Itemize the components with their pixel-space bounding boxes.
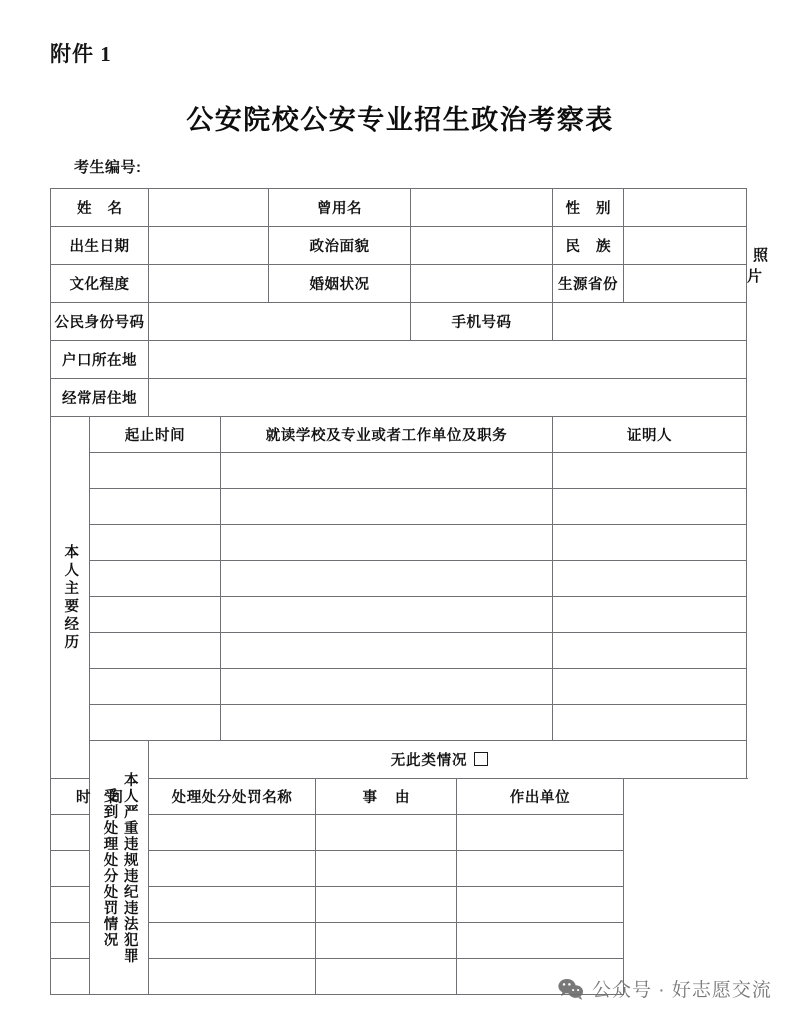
penalty-side-label-outer: 本人严重违规违纪违法犯罪 <box>121 771 138 964</box>
experience-cell-time[interactable] <box>90 489 221 525</box>
table-row-hukou <box>51 341 747 379</box>
label-education: 文化程度 <box>51 265 149 303</box>
experience-row <box>51 489 747 525</box>
penalty-cell-time[interactable] <box>51 959 149 995</box>
penalty-cell-name[interactable] <box>149 959 316 995</box>
field-residence[interactable] <box>149 379 747 417</box>
experience-side-label <box>51 417 90 779</box>
penalty-row <box>51 851 747 887</box>
penalty-cell-issuer[interactable] <box>457 887 624 923</box>
experience-cell-witness[interactable] <box>553 525 747 561</box>
experience-cell-school-work[interactable] <box>221 453 553 489</box>
label-ethnicity: 民 族 <box>553 227 624 265</box>
penalty-col-issuer: 作出单位 <box>457 779 624 815</box>
experience-cell-time[interactable] <box>90 597 221 633</box>
penalty-row <box>51 887 747 923</box>
experience-col-witness: 证明人 <box>553 417 747 453</box>
label-origin-province: 生源省份 <box>553 265 624 303</box>
penalty-cell-name[interactable] <box>149 887 316 923</box>
table-row-name: 姓 名 曾用名 性 别 照 片 <box>51 189 747 227</box>
experience-cell-time[interactable] <box>90 453 221 489</box>
experience-col-school-work: 就读学校及专业或者工作单位及职务 <box>221 417 553 453</box>
experience-cell-witness[interactable] <box>553 669 747 705</box>
penalty-cell-issuer[interactable] <box>457 959 624 995</box>
experience-row <box>51 669 747 705</box>
table-row-id-phone <box>51 303 747 341</box>
penalty-cell-reason[interactable] <box>316 959 457 995</box>
penalty-cell-reason[interactable] <box>316 887 457 923</box>
label-gender: 性 别 <box>553 189 624 227</box>
table-row-education <box>51 265 747 303</box>
field-birth-date[interactable] <box>149 227 269 265</box>
experience-header-row <box>51 417 747 453</box>
label-former-name: 曾用名 <box>269 189 411 227</box>
penalty-cell-name[interactable] <box>149 923 316 959</box>
experience-cell-school-work[interactable] <box>221 705 553 741</box>
label-residence: 经常居住地 <box>51 379 149 417</box>
experience-cell-witness[interactable] <box>553 705 747 741</box>
experience-side-label-text: 本人主要经历 <box>62 543 79 652</box>
label-hukou-location: 户口所在地 <box>51 341 149 379</box>
experience-cell-school-work[interactable] <box>221 669 553 705</box>
experience-cell-witness[interactable] <box>553 453 747 489</box>
penalty-cell-reason[interactable] <box>316 923 457 959</box>
penalty-cell-reason[interactable] <box>316 815 457 851</box>
experience-cell-witness[interactable] <box>553 561 747 597</box>
field-former-name[interactable] <box>411 189 553 227</box>
experience-row <box>51 633 747 669</box>
table-row-birthdate <box>51 227 747 265</box>
experience-cell-time[interactable] <box>90 633 221 669</box>
field-id-number[interactable] <box>149 303 411 341</box>
field-ethnicity[interactable] <box>624 227 747 265</box>
penalty-cell-name[interactable] <box>149 815 316 851</box>
experience-row <box>51 453 747 489</box>
label-birth-date: 出生日期 <box>51 227 149 265</box>
penalty-notice-row <box>51 741 747 779</box>
field-gender[interactable] <box>624 189 747 227</box>
penalty-cell-name[interactable] <box>149 851 316 887</box>
penalty-header-row <box>51 779 747 815</box>
experience-cell-witness[interactable] <box>553 597 747 633</box>
penalty-no-record-label: 无此类情况 <box>390 753 468 769</box>
experience-cell-time[interactable] <box>90 525 221 561</box>
experience-cell-time[interactable] <box>90 705 221 741</box>
attachment-label: 附件 1 <box>50 42 112 66</box>
watermark-text: 公众号 · 好志愿交流 <box>592 980 772 1001</box>
field-origin-province[interactable] <box>624 265 747 303</box>
field-phone-number[interactable] <box>553 303 747 341</box>
penalty-no-record-row[interactable] <box>149 741 747 779</box>
experience-cell-witness[interactable] <box>553 489 747 525</box>
field-name[interactable] <box>149 189 269 227</box>
experience-cell-time[interactable] <box>90 561 221 597</box>
penalty-row <box>51 923 747 959</box>
page-title: 公安院校公安专业招生政治考察表 <box>186 105 614 135</box>
penalty-cell-issuer[interactable] <box>457 851 624 887</box>
experience-cell-school-work[interactable] <box>221 597 553 633</box>
experience-cell-school-work[interactable] <box>221 633 553 669</box>
experience-col-time: 起止时间 <box>90 417 221 453</box>
experience-cell-witness[interactable] <box>553 633 747 669</box>
experience-row <box>51 525 747 561</box>
experience-row <box>51 597 747 633</box>
penalty-no-record-checkbox[interactable] <box>474 752 488 766</box>
penalty-cell-issuer[interactable] <box>457 815 624 851</box>
penalty-col-name: 处理处分处罚名称 <box>149 779 316 815</box>
experience-row <box>51 705 747 741</box>
penalty-cell-issuer[interactable] <box>457 923 624 959</box>
experience-row <box>51 561 747 597</box>
label-name: 姓 名 <box>51 189 149 227</box>
experience-cell-time[interactable] <box>90 669 221 705</box>
label-id-number: 公民身份号码 <box>51 303 149 341</box>
field-education[interactable] <box>149 265 269 303</box>
experience-cell-school-work[interactable] <box>221 561 553 597</box>
table-row-residence <box>51 379 747 417</box>
label-political-status: 政治面貌 <box>269 227 411 265</box>
penalty-col-reason: 事 由 <box>316 779 457 815</box>
penalty-row <box>51 959 747 995</box>
penalty-side-label-inner: 受到处理处分处罚情况 <box>101 787 118 948</box>
field-political-status[interactable] <box>411 227 553 265</box>
penalty-row <box>51 815 747 851</box>
penalty-cell-reason[interactable] <box>316 851 457 887</box>
experience-cell-school-work[interactable] <box>221 525 553 561</box>
field-hukou-location[interactable] <box>149 341 747 379</box>
label-phone-number: 手机号码 <box>411 303 553 341</box>
exam-number-label: 考生编号: <box>74 159 142 176</box>
political-review-form <box>50 188 775 995</box>
penalty-col-time: 时 间 <box>51 779 149 815</box>
label-marital-status: 婚姻状况 <box>269 265 411 303</box>
field-marital-status[interactable] <box>411 265 553 303</box>
experience-cell-school-work[interactable] <box>221 489 553 525</box>
